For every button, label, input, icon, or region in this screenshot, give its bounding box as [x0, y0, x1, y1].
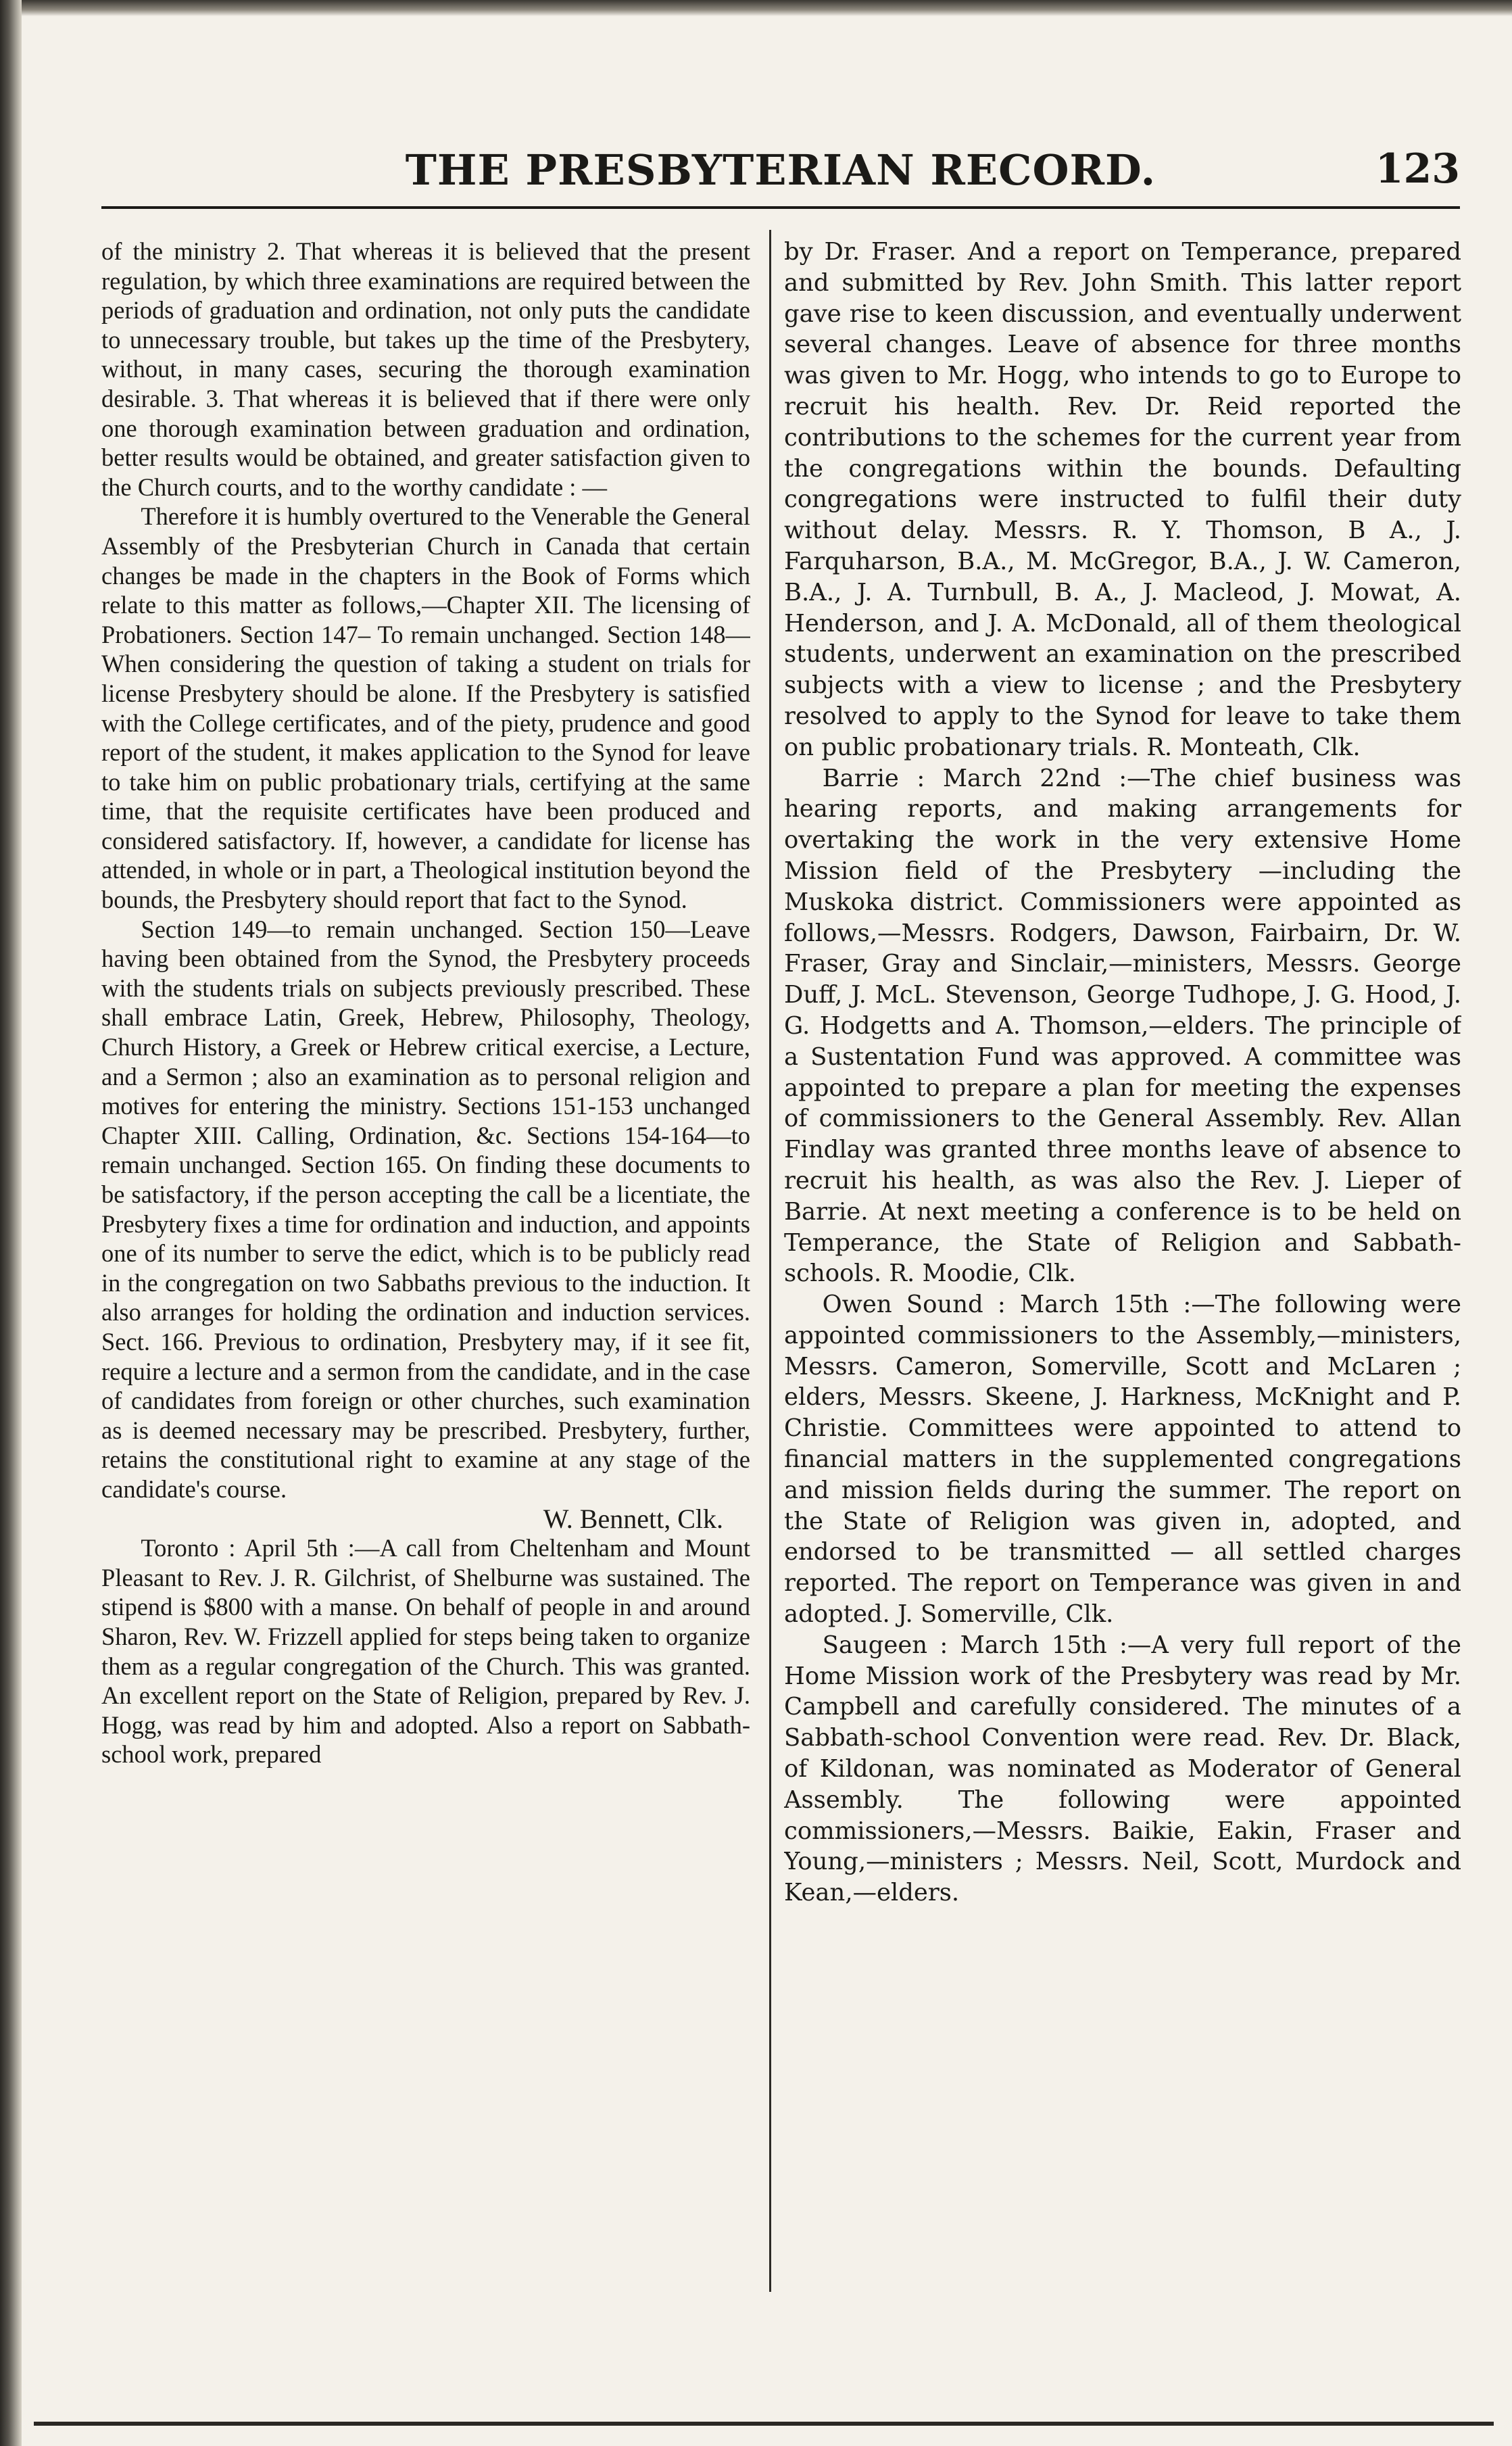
signature-bennett: W. Bennett, Clk. — [543, 1503, 723, 1534]
running-title: THE PRESBYTERIAN RECORD. — [405, 145, 1156, 195]
toronto-continuation: by Dr. Fraser. And a report on Temperance, prepared and submitted by Rev. John Smith. This latter report gave rise to keen discussion, and eventually underwent several changes. Leave of absence for three months was given to Mr. Hogg, who intends to go to Europe to recruit his health. Rev. Dr. Reid reported the contributions to the schemes for the current year from the congregations within the bounds. Defaulting congregations were instructed to fulfil their duty without delay. Messrs. R. Y. Thomson, B A., J. Farquharson, B.A., M. McGregor, B.A., J. W. Cameron, B.A., J. A. Turnbull, B. A., J. Macleod, J. Mowat, A. Henderson, and J. A. McDonald, all of them theological students, underwent an examination on the prescribed subjects with a view to license ; and the Presbytery resolved to apply to the Synod for leave to take them on public probationary trials. R. Monteath, Clk. — [784, 238, 1461, 761]
page-number: 123 — [1375, 145, 1460, 193]
overture-sections: Section 149—to remain unchanged. Section 150—Leave having been obtained from the Synod, the Presbytery proceeds with the students trials on subjects previously prescribed. These shall embrace Latin, Greek, Hebrew, Philosophy, Theology, Church History, a Greek or Hebrew critical exercise, a Lecture, and a Sermon ; also an examination as to personal religion and motives for entering the ministry. Sections 151-153 unchanged Chapter XIII. Calling, Ordination, &c. Sections 154-164—to remain unchanged. Section 165. On finding these documents to be satisfactory, if the person accepting the call be a licentiate, the Presbytery fixes a time for ordination and induction, and appoints one of its number to serve the edict, which is to be publicly read in the congregation on two Sabbaths previous to the induction. It also arranges for holding the ordination and induction services. Sect. 166. Previous to ordination, Presbytery may, if it see fit, require a lecture and a sermon from the candidate, and in the case of candidates from foreign or other churches, such examination as is deemed necessary may be prescribed. Presbytery, further, retains the constitutional right to examine at any stage of the candidate's course. — [101, 915, 750, 1503]
page-top-shadow — [0, 0, 1512, 16]
column-divider — [769, 230, 771, 2292]
binding-edge — [0, 0, 22, 2446]
barrie-report: Barrie : March 22nd :—The chief business was hearing reports, and making arrangements for overtaking the work in the very extensive Home Mission field of the Presbytery —including the Muskoka district. Commissioners were appointed as follows,—Messrs. Rodgers, Dawson, Fairbairn, Dr. W. Fraser, Gray and Sinclair,—ministers, Messrs. George Duff, J. McL. Stevenson, George Tudhope, J. G. Hood, J. G. Hodgetts and A. Thomson,—elders. The principle of a Sustentation Fund was approved. A committee was appointed to prepare a plan for meeting the expenses of commissioners to the General Assembly. Rev. Allan Findlay was granted three months leave of absence to recruit his health, as was also the Rev. J. Lieper of Barrie. At next meeting a conference is to be held on Temperance, the State of Religion and Sabbath-schools. R. Moodie, Clk. — [784, 764, 1461, 1288]
overture-therefore: Therefore it is humbly overtured to the Venerable the General Assembly of the Presbyterian Church in Canada that certain changes be made in the chapters in the Book of Forms which relate to this matter as follows,—Chapter XII. The licensing of Probationers. Section 147– To remain unchanged. Section 148—When considering the question of taking a student on trials for license Presbytery should be alone. If the Presbytery is satisfied with the College certificates, and of the piety, prudence and good report of the student, it makes application to the Synod for leave to take him on public probationary trials, certifying at the same time, that the requisite certificates have been produced and considered satisfactory. If, however, a candidate for license has attended, in whole or in part, a Theological institution beyond the bounds, the Presbytery should report that fact to the Synod. — [101, 502, 750, 914]
toronto-report: Toronto : April 5th :—A call from Cheltenham and Mount Pleasant to Rev. J. R. Gilchrist, of Shelburne was sustained. The stipend is $800 with a manse. On behalf of people in and around Sharon, Rev. W. Frizzell applied for steps being taken to organize them as a regular congregation of the Church. This was granted. An excellent report on the State of Religion, prepared by Rev. J. Hogg, was read by him and adopted. Also a report on Sabbath-school work, prepared — [101, 1534, 750, 1769]
right-column — [784, 237, 1461, 2265]
page-header — [101, 145, 1460, 199]
header-rule — [101, 206, 1460, 209]
overture-continuation: of the ministry 2. That whereas it is believed that the present regulation, by which three examinations are required between the periods of graduation and ordination, not only puts the candidate to unnecessary trouble, but takes up the time of the Presbytery, without, in many cases, securing the thorough examination desirable. 3. That whereas it is believed that if there were only one thorough examination between graduation and ordination, better results would be obtained, and greater satisfaction given to the Church courts, and to the worthy candidate : — — [101, 237, 750, 501]
bottom-edge — [34, 2422, 1494, 2426]
saugeen-report: Saugeen : March 15th :—A very full report of the Home Mission work of the Presbytery was read by Mr. Campbell and carefully considered. The minutes of a Sabbath-school Convention were read. Rev. Dr. Black, of Kildonan, was nominated as Moderator of General Assembly. The following were appointed commissioners,—Messrs. Baikie, Eakin, Fraser and Young,—ministers ; Messrs. Neil, Scott, Murdock and Kean,—elders. — [784, 1631, 1461, 1907]
owen-sound-report: Owen Sound : March 15th :—The following were appointed commissioners to the Assembly,—ministers, Messrs. Cameron, Somerville, Scott and McLaren ; elders, Messrs. Skeene, J. Harkness, McKnight and P. Christie. Committees were appointed to attend to financial matters in the supplemented congregations and mission fields during the summer. The report on the State of Religion was given in, adopted, and endorsed to be transmitted — all settled charges reported. The report on Temperance was given in and adopted. J. Somerville, Clk. — [784, 1291, 1461, 1629]
left-column — [101, 237, 750, 2265]
